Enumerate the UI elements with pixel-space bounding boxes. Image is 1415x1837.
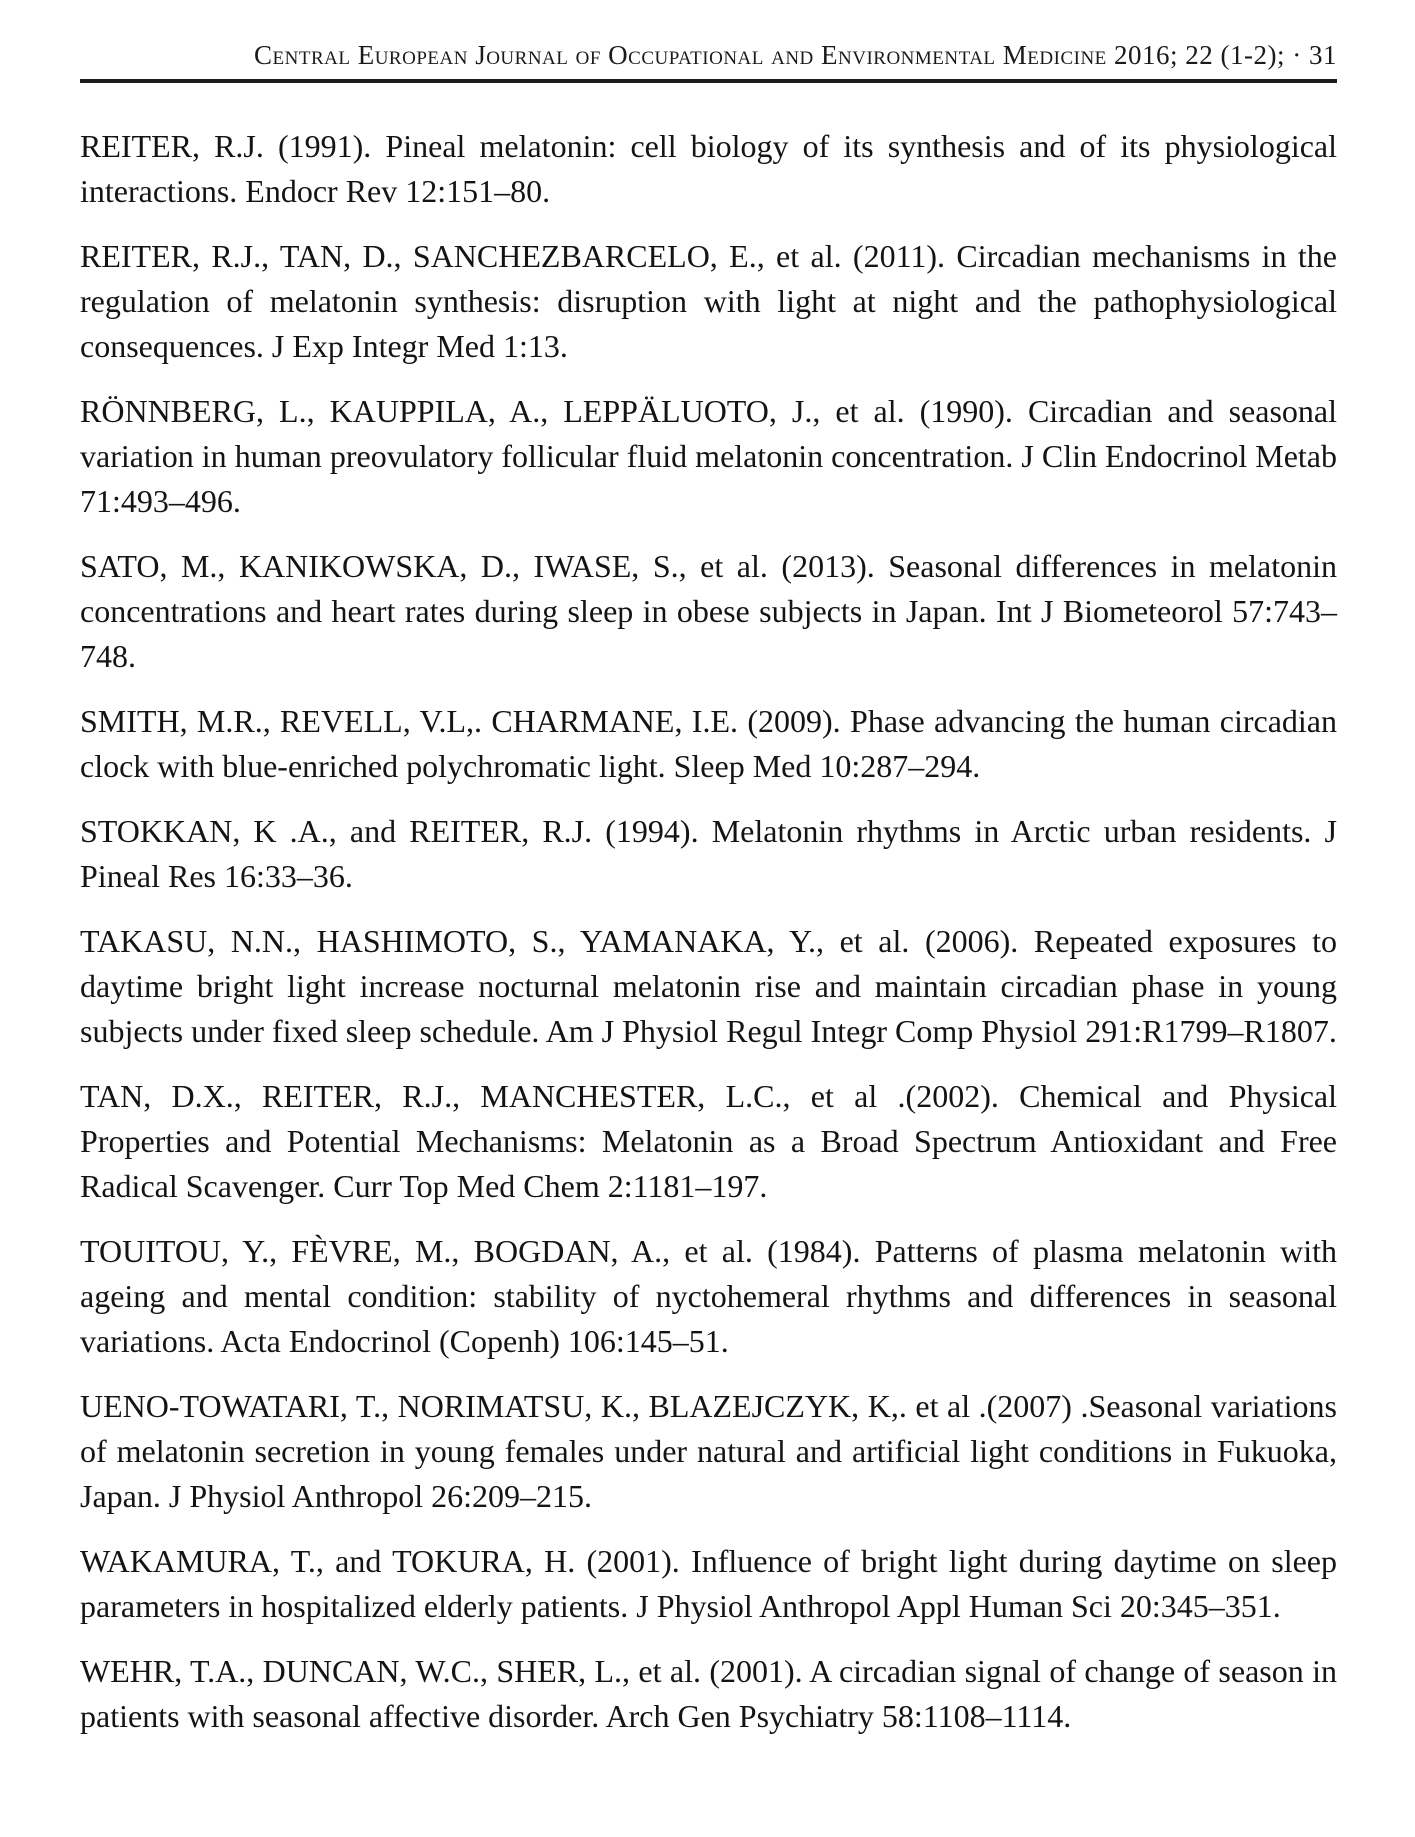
- journal-header-line: Central European Journal of Occupational and Environmental Medicine 2016; 22 (1-2); · 31: [254, 40, 1337, 70]
- reference-item: SATO, M., KANIKOWSKA, D., IWASE, S., et al. (2013). Seasonal differences in melatonin concentrations and heart rates during sleep in obese subjects in Japan. Int J Biometeorol 57:743–748.: [80, 548, 1337, 674]
- reference-item: TOUITOU, Y., FÈVRE, M., BOGDAN, A., et al. (1984). Patterns of plasma melatonin with ageing and mental condition: stability of nyctohemeral rhythms and differences in seasonal variations. Acta Endocrinol (Copenh) 106:145–51.: [80, 1233, 1337, 1359]
- reference-item: TAN, D.X., REITER, R.J., MANCHESTER, L.C., et al .(2002). Chemical and Physical Properties and Potential Mechanisms: Melatonin as a Broad Spectrum Antioxidant and Free Radical Scavenger. Curr Top Med Chem 2:1181–197.: [80, 1078, 1337, 1204]
- reference-item: TAKASU, N.N., HASHIMOTO, S., YAMANAKA, Y., et al. (2006). Repeated exposures to daytime bright light increase nocturnal melatonin rise and maintain circadian phase in young subjects under fixed sleep schedule. Am J Physiol Regul Integr Comp Physiol 291:R1799–R1807.: [80, 923, 1337, 1049]
- reference-item: STOKKAN, K .A., and REITER, R.J. (1994). Melatonin rhythms in Arctic urban residents. J Pineal Res 16:33–36.: [80, 813, 1337, 894]
- header-rule-divider: [80, 79, 1337, 83]
- reference-item: WEHR, T.A., DUNCAN, W.C., SHER, L., et al. (2001). A circadian signal of change of season in patients with seasonal affective disorder. Arch Gen Psychiatry 58:1108–1114.: [80, 1653, 1337, 1734]
- reference-item: REITER, R.J., TAN, D., SANCHEZBARCELO, E., et al. (2011). Circadian mechanisms in the regulation of melatonin synthesis: disruption with light at night and the pathophysiological consequences. J Exp Integr Med 1:13.: [80, 238, 1337, 364]
- references-list: [80, 124, 1337, 1739]
- reference-item: WAKAMURA, T., and TOKURA, H. (2001). Influence of bright light during daytime on sleep parameters in hospitalized elderly patients. J Physiol Anthropol Appl Human Sci 20:345–351.: [80, 1543, 1337, 1624]
- reference-item: REITER, R.J. (1991). Pineal melatonin: cell biology of its synthesis and of its physiological interactions. Endocr Rev 12:151–80.: [80, 128, 1337, 209]
- reference-item: UENO-TOWATARI, T., NORIMATSU, K., BLAZEJCZYK, K,. et al .(2007) .Seasonal variations of melatonin secretion in young females under natural and artificial light conditions in Fukuoka, Japan. J Physiol Anthropol 26:209–215.: [80, 1388, 1337, 1514]
- reference-item: RÖNNBERG, L., KAUPPILA, A., LEPPÄLUOTO, J., et al. (1990). Circadian and seasonal variation in human preovulatory follicular fluid melatonin concentration. J Clin Endocrinol Metab 71:493–496.: [80, 393, 1337, 519]
- reference-item: SMITH, M.R., REVELL, V.L,. CHARMANE, I.E. (2009). Phase advancing the human circadian clock with blue-enriched polychromatic light. Sleep Med 10:287–294.: [80, 703, 1337, 784]
